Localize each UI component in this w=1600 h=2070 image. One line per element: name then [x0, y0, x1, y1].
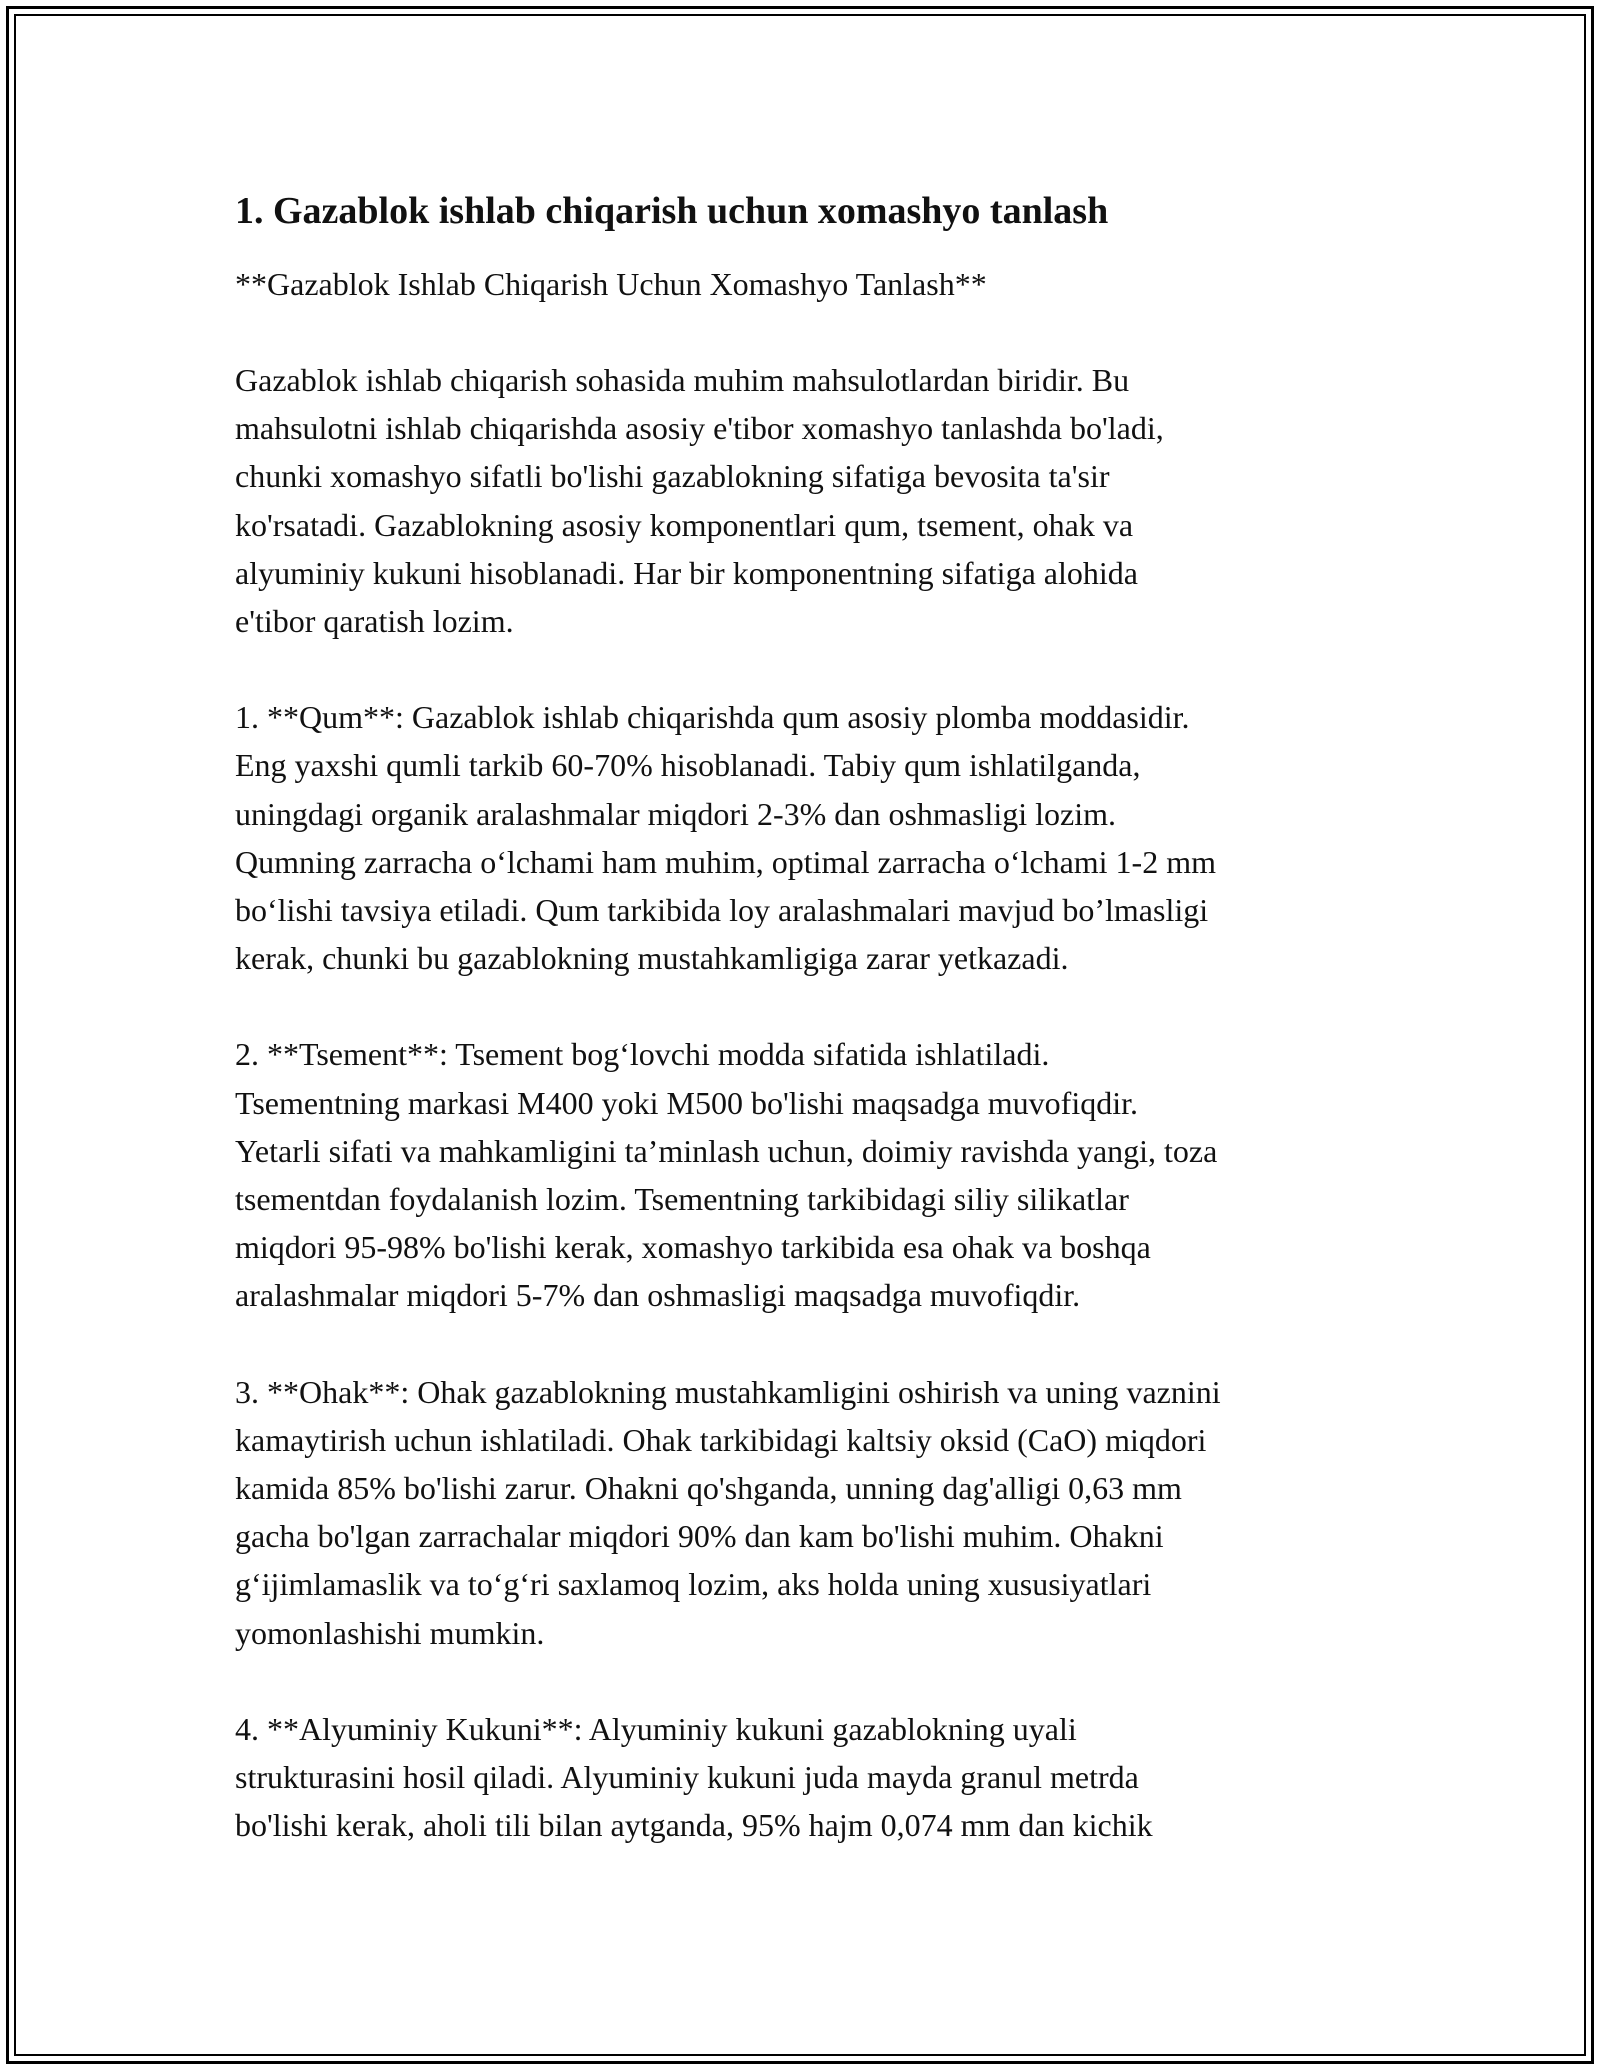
text-line: yomonlashishi mumkin. — [235, 1614, 545, 1651]
text-line: bo‘lishi tavsiya etiladi. Qum tarkibida loy aralashmalari mavjud bo’lmasligi — [235, 892, 1209, 929]
text-line: Tsementning markasi M400 yoki M500 bo'lishi maqsadga muvofiqdir. — [235, 1084, 1138, 1121]
text-line: mahsulotni ishlab chiqarishda asosiy e'tibor xomashyo tanlashda bo'ladi, — [235, 410, 1164, 447]
document-body — [235, 186, 1385, 1849]
text-line: 4. **Alyuminiy Kukuni**: Alyuminiy kukuni gazablokning uyali — [235, 1710, 1077, 1747]
text-line: g‘ijimlamaslik va to‘g‘ri saxlamoq lozim, aks holda uning xususiyatlari — [235, 1566, 1152, 1603]
text-line: 2. **Tsement**: Tsement bog‘lovchi modda sifatida ishlatiladi. — [235, 1036, 1050, 1073]
text-line: aralashmalar miqdori 5-7% dan oshmasligi maqsadga muvofiqdir. — [235, 1277, 1081, 1314]
text-line: kamida 85% bo'lishi zarur. Ohakni qo'shganda, unning dag'alligi 0,63 mm — [235, 1470, 1182, 1507]
text-line: tsementdan foydalanish lozim. Tsementning tarkibidagi siliy silikatlar — [235, 1181, 1129, 1218]
text-line: e'tibor qaratish lozim. — [235, 603, 514, 640]
text-line: chunki xomashyo sifatli bo'lishi gazablokning sifatiga bevosita ta'sir — [235, 458, 1110, 495]
text-line: Gazablok ishlab chiqarish sohasida muhim mahsulotlardan biridir. Bu — [235, 362, 1130, 398]
text-line: kerak, chunki bu gazablokning mustahkamligiga zarar yetkazadi. — [235, 940, 1069, 977]
text-line: miqdori 95-98% bo'lishi kerak, xomashyo tarkibida esa ohak va boshqa — [235, 1229, 1151, 1266]
ohak-paragraph — [235, 1368, 1385, 1657]
text-line: kamaytirish uchun ishlatiladi. Ohak tarkibidagi kaltsiy oksid (CaO) miqdori — [235, 1421, 1207, 1458]
text-line: bo'lishi kerak, aholi tili bilan aytganda, 95% hajm 0,074 mm dan kichik — [235, 1807, 1153, 1844]
text-line: Yetarli sifati va mahkamligini ta’minlash uchun, doimiy ravishda yangi, toza — [235, 1132, 1218, 1169]
qum-paragraph — [235, 693, 1385, 982]
text-line: 3. **Ohak**: Ohak gazablokning mustahkamligini oshirish va uning vaznini — [235, 1373, 1221, 1410]
document-subtitle: **Gazablok Ishlab Chiqarish Uchun Xomashyo Tanlash** — [235, 266, 987, 302]
intro-paragraph — [235, 356, 1385, 645]
text-line: uningdagi organik aralashmalar miqdori 2-3% dan oshmasligi lozim. — [235, 795, 1116, 832]
text-line: ko'rsatadi. Gazablokning asosiy komponentlari qum, tsement, ohak va — [235, 506, 1134, 543]
alyuminiy-paragraph — [235, 1705, 1385, 1850]
text-line: 1. **Qum**: Gazablok ishlab chiqarishda qum asosiy plomba moddasidir. — [235, 699, 1190, 736]
text-line: Qumning zarracha o‘lchami ham muhim, optimal zarracha o‘lchami 1-2 mm — [235, 843, 1216, 880]
text-line: alyuminiy kukuni hisoblanadi. Har bir komponentning sifatiga alohida — [235, 554, 1138, 591]
text-line: Eng yaxshi qumli tarkib 60-70% hisoblanadi. Tabiy qum ishlatilganda, — [235, 747, 1141, 784]
tsement-paragraph — [235, 1030, 1385, 1319]
text-line: strukturasini hosil qiladi. Alyuminiy kukuni juda mayda granul metrda — [235, 1759, 1139, 1796]
text-line: gacha bo'lgan zarrachalar miqdori 90% dan kam bo'lishi muhim. Ohakni — [235, 1518, 1164, 1555]
section-heading: 1. Gazablok ishlab chiqarish uchun xomashyo tanlash — [235, 190, 1109, 232]
